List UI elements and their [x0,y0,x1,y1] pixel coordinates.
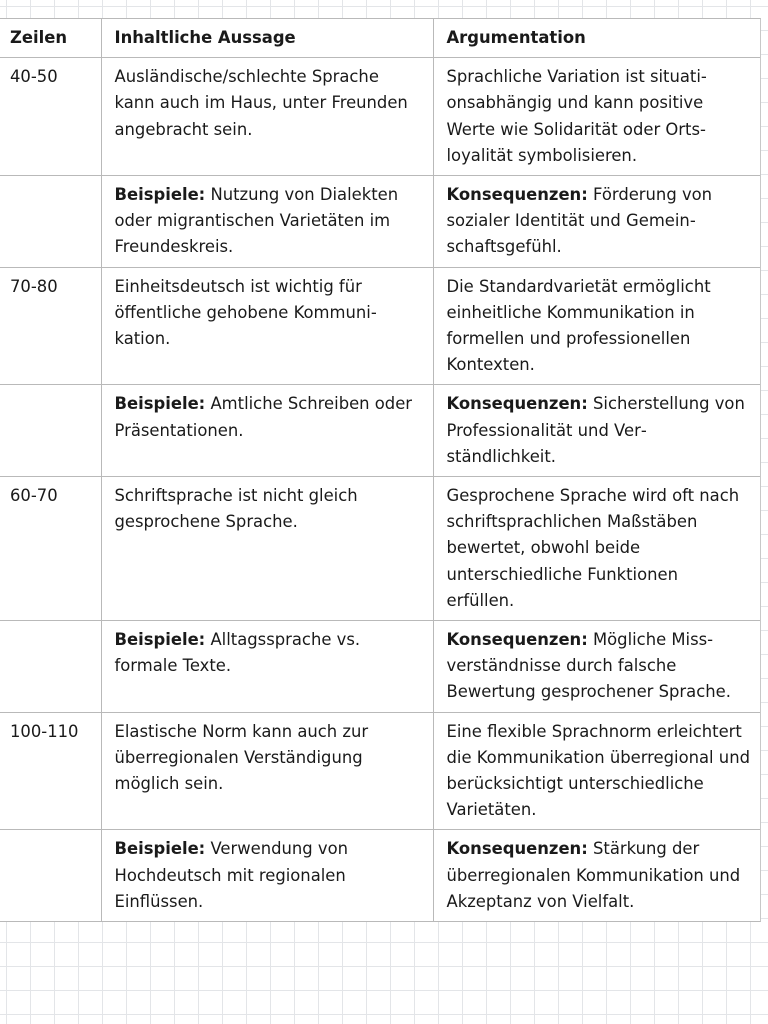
consequences-label: Konsequenzen: [446,839,588,859]
table-row [0,830,760,921]
lines-cell [0,58,101,176]
examples-cell [101,830,433,921]
examples-label: Beispiele: [114,185,206,205]
argument-cell: Gesprochene Sprache wird oft nach schriftsprachlichen Maßstäben bewertet, obwohl beide unterschiedliche Funktionen erfüllen. [433,477,760,621]
consequences-text: Förderung von sozialer Identität und Gemeinschaftsgefühl. [446,185,713,257]
examples-cell [101,176,433,268]
lines-value: 100-110 [10,721,79,741]
examples-cell [101,385,433,477]
lines-value: 60-70 [10,486,58,506]
argument-cell: Eine flexible Sprachnorm erleichtert die Kommunikation überregional und berücksichtigt unterschiedliche Varietäten. [433,712,760,830]
consequences-label: Konsequenzen: [446,394,588,414]
examples-text: Alltagssprache vs. formale Texte. [114,630,361,676]
examples-label: Beispiele: [114,630,206,650]
examples-label: Beispiele: [114,394,206,414]
table-row [0,176,760,268]
analysis-table [0,19,760,921]
examples-text: Nutzung von Dialekten oder migrantischen Varietäten im Freundeskreis. [114,185,399,257]
consequences-cell [433,176,760,268]
examples-cell [101,621,433,713]
lines-cell [0,267,101,385]
consequences-label: Konsequenzen: [446,185,588,205]
header-content: Inhaltliche Aussage [101,19,433,58]
table-row [0,477,760,621]
consequences-text: Sicherstellung von Professionalität und Verständlichkeit. [446,394,745,466]
consequences-text: Mögliche Missverständnisse durch falsche Bewertung gesprochener Sprache. [446,630,731,702]
examples-text: Verwendung von Hochdeutsch mit regionalen Einflüssen. [114,839,349,911]
argument-cell: Die Standardvarietät ermöglicht einheitliche Kommunikation in formellen und professionellen Kontexten. [433,267,760,385]
lines-value: 40-50 [10,67,58,87]
lines-cell-empty [0,830,101,921]
statement-cell: Schriftsprache ist nicht gleich gesprochene Sprache. [101,477,433,621]
statement-cell: Ausländische/schlechte Sprache kann auch im Haus, unter Freunden angebracht sein. [101,58,433,176]
lines-cell-empty [0,621,101,713]
statement-cell: Elastische Norm kann auch zur überregionalen Verständigung möglich sein. [101,712,433,830]
argument-cell: Sprachliche Variation ist situationsabhängig und kann positive Werte wie Solidarität oder Ortsloyalität symbolisieren. [433,58,760,176]
table-row [0,712,760,830]
table-row [0,267,760,385]
table-header-row [0,19,760,58]
consequences-text: Stärkung der überregionalen Kommunikation und Akzeptanz von Vielfalt. [446,839,741,911]
consequences-cell [433,621,760,713]
examples-label: Beispiele: [114,839,206,859]
document-sheet [0,18,761,922]
lines-cell [0,477,101,621]
examples-text: Amtliche Schreiben oder Präsentationen. [114,394,413,440]
header-argument: Argumentation [433,19,760,58]
consequences-cell [433,830,760,921]
consequences-label: Konsequenzen: [446,630,588,650]
consequences-cell [433,385,760,477]
lines-value: 70-80 [10,276,58,296]
table-row [0,58,760,176]
header-lines: Zeilen [0,19,101,58]
table-row [0,621,760,713]
table-row [0,385,760,477]
lines-cell-empty [0,385,101,477]
statement-cell: Einheitsdeutsch ist wichtig für öffentliche gehobene Kommunikation. [101,267,433,385]
lines-cell-empty [0,176,101,268]
lines-cell [0,712,101,830]
